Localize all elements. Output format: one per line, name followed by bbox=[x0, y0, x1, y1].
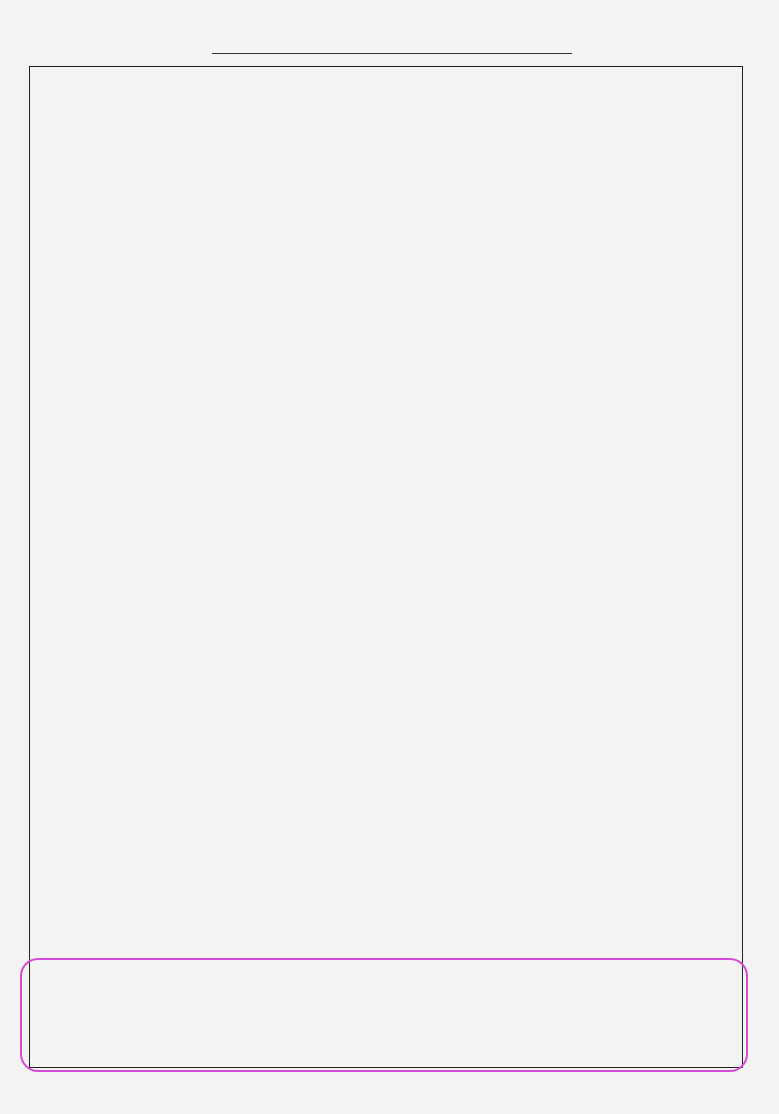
header-events bbox=[329, 67, 505, 84]
header-month bbox=[30, 67, 44, 84]
header-category-no bbox=[44, 67, 76, 84]
header-cooperation bbox=[557, 67, 744, 84]
report-table bbox=[29, 66, 743, 1068]
annual-summary-highlight bbox=[20, 958, 748, 1072]
title-underline bbox=[212, 53, 572, 54]
header-place bbox=[505, 67, 557, 84]
header-category bbox=[76, 67, 161, 84]
header-summary bbox=[196, 67, 329, 84]
header-count bbox=[161, 67, 196, 84]
